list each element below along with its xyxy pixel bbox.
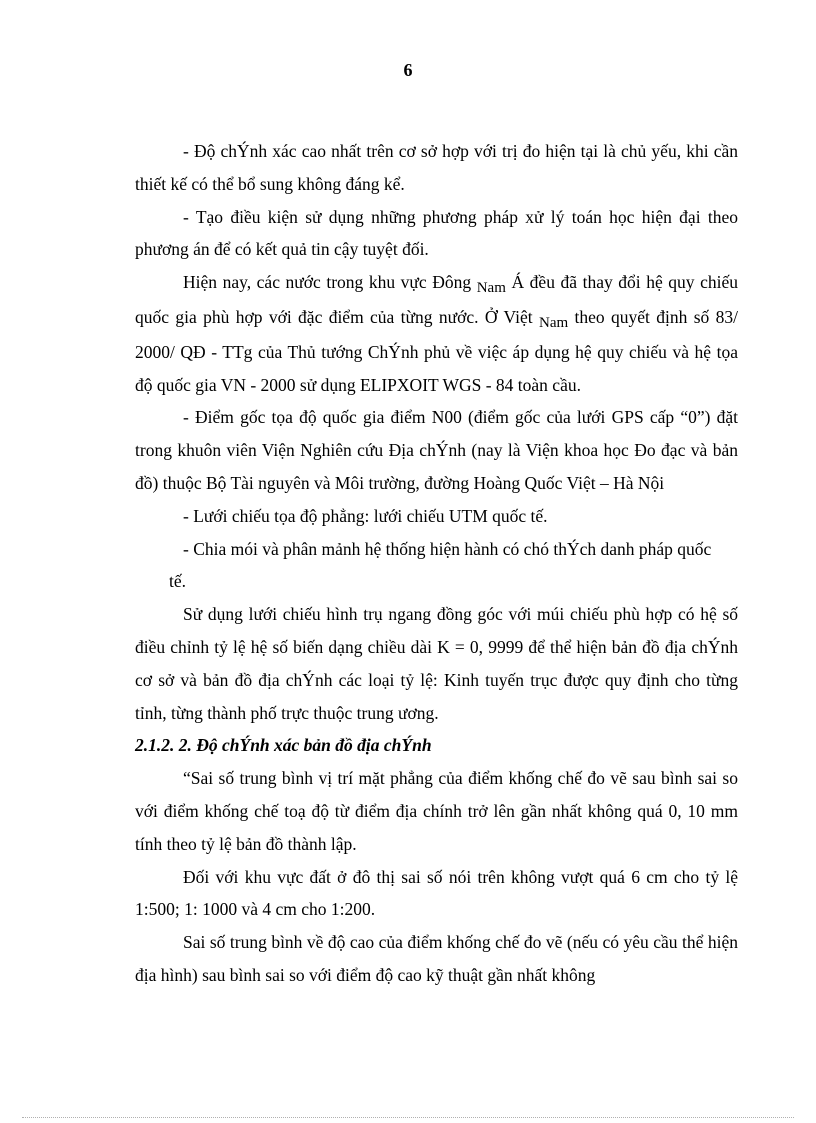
paragraph-bullet-origin-point: - Điểm gốc tọa độ quốc gia điểm N00 (điểm gốc của lưới GPS cấp “0”) đặt trong khuôn viên Viện Nghiên cứu Địa chÝnh (nay là Viện khoa học Đo đạc và bản đồ) thuộc Bộ Tài nguyên và Môi trường, đường Hoàng Quốc Việt – Hà Nội: [135, 407, 738, 493]
paragraph-bullet-conditions: - Tạo điều kiện sử dụng những phương pháp xử lý toán học hiện đại theo phương án để có kết quả tin cậy tuyệt đối.: [135, 206, 738, 260]
page-number: 6: [403, 60, 413, 80]
section-heading: 2.1.2. 2. Độ chÝnh xác bản đồ địa chÝnh: [135, 735, 432, 756]
paragraph-bullet-sheet-division: - Chia mói và phân mảnh hệ thống hiện hành có chó thÝch danh pháp quốc: [183, 538, 712, 559]
paragraph-plane-error: “Sai số trung bình vị trí mặt phẳng của điểm khống chế đo vẽ sau bình sai so với điểm khống chế toạ độ từ điểm địa chính trở lên gần nhất không quá 0, 10 mm tính theo tỷ lệ bản đồ thành lập.: [135, 768, 738, 854]
text-fragment: Á đều đã thay đổi hệ quy chiếu quốc gia phù hợp với đặc điểm của từng nước. Ở Việt: [135, 272, 739, 327]
paragraph-reference-system: [135, 266, 738, 401]
text-fragment-nam: Nam: [476, 280, 506, 297]
paragraph-bullet-projection: - Lưới chiếu tọa độ phẳng: lưới chiếu UTM quốc tế.: [183, 505, 548, 526]
paragraph-bullet-sheet-division-cont: tế.: [169, 571, 187, 592]
paragraph-bullet-accuracy: - Độ chÝnh xác cao nhất trên cơ sở hợp với trị đo hiện tại là chủ yếu, khi cần thiết kế có thể bổ sung không đáng kể.: [135, 141, 738, 194]
paragraph-projection-usage: Sử dụng lưới chiếu hình trụ ngang đồng góc với múi chiếu phù hợp có hệ số điều chỉnh tỷ lệ hệ số biến dạng chiều dài K = 0, 9999 để thể hiện bản đồ địa chÝnh cơ sở và bản đồ địa chÝnh các loại tỷ lệ: Kinh tuyến trục được quy định cho từng tỉnh, từng thành phố trực thuộc trung ương.: [135, 604, 738, 723]
text-fragment: Hiện nay, các nước trong khu vực Đông: [183, 272, 472, 293]
text-fragment: theo quyết định số 83/ 2000/ QĐ - TTg của Thủ tướng ChÝnh phủ về việc áp dụng hệ quy chiếu và hệ tọa độ quốc gia VN - 2000 sử dụng ELIPXOIT WGS - 84 toàn cầu.: [135, 306, 739, 395]
paragraph-height-error: Sai số trung bình về độ cao của điểm khống chế đo vẽ (nếu có yêu cầu thể hiện địa hình) sau bình sai so với điểm độ cao kỹ thuật gần nhất không: [135, 932, 738, 985]
body-text: [135, 135, 738, 992]
page-bottom-divider: [22, 1117, 794, 1118]
text-fragment-nam: Nam: [539, 314, 569, 331]
paragraph-urban-error: Đối với khu vực đất ở đô thị sai số nói trên không vượt quá 6 cm cho tỷ lệ 1:500; 1: 1000 và 4 cm cho 1:200.: [135, 866, 738, 920]
